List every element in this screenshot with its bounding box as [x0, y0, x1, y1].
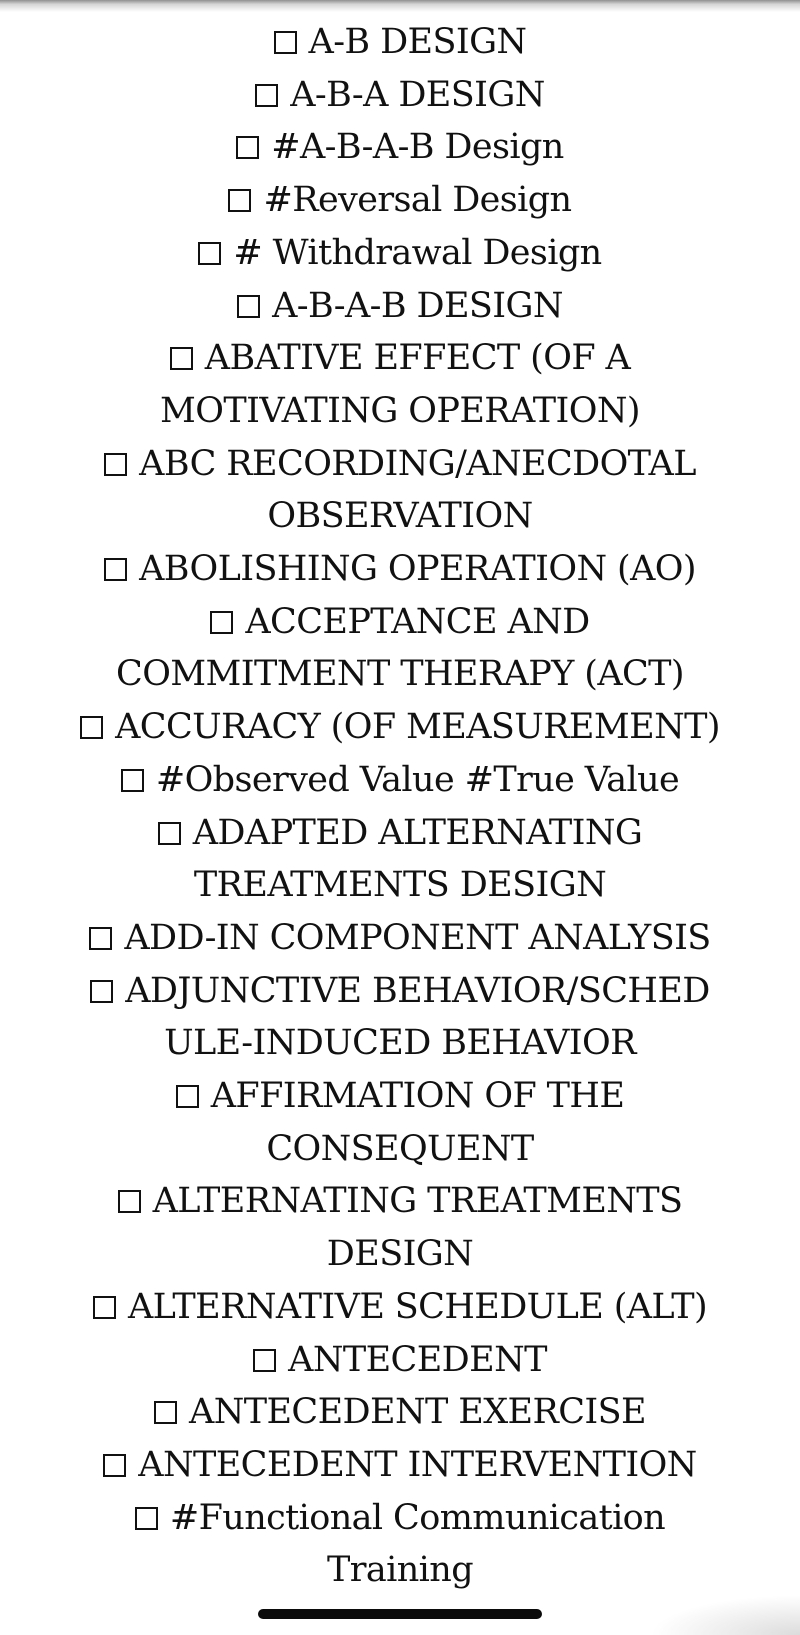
list-item [0, 438, 800, 543]
list-item [0, 227, 800, 280]
item-label: ACCURACY (OF MEASUREMENT) [115, 707, 720, 748]
item-label: ABOLISHING OPERATION (AO) [139, 549, 696, 590]
item-label: ANTECEDENT [288, 1339, 547, 1380]
checkbox[interactable] [228, 189, 251, 212]
item-label: ADD-IN COMPONENT ANALYSIS [124, 917, 711, 958]
list-item [0, 807, 800, 912]
home-indicator[interactable] [258, 1609, 542, 1619]
checkbox[interactable] [89, 927, 112, 950]
list-item [0, 1492, 800, 1597]
list-item [0, 912, 800, 965]
list-item [0, 965, 800, 1070]
list-item [0, 596, 800, 701]
checkbox[interactable] [236, 136, 259, 159]
item-label: ALTERNATIVE SCHEDULE (ALT) [127, 1286, 708, 1327]
checkbox[interactable] [210, 611, 233, 634]
term-checklist [0, 16, 800, 1597]
checkbox[interactable] [253, 1349, 276, 1372]
checkbox[interactable] [93, 1296, 116, 1319]
item-label: A-B-A-B DESIGN [272, 285, 563, 326]
item-label: ALTERNATING TREATMENTS DESIGN [152, 1181, 683, 1275]
checkbox[interactable] [80, 716, 103, 739]
item-label: #Observed Value #True Value [155, 759, 680, 800]
item-label: ANTECEDENT EXERCISE [189, 1392, 646, 1433]
checkbox[interactable] [90, 980, 113, 1003]
top-edge-shadow [0, 0, 800, 12]
list-item [0, 16, 800, 69]
list-item [0, 1175, 800, 1280]
item-label: ABATIVE EFFECT (OF A MOTIVATING OPERATION) [160, 338, 640, 431]
checkbox[interactable] [103, 1454, 126, 1477]
list-item [0, 543, 800, 596]
list-item [0, 1439, 800, 1492]
checkbox[interactable] [135, 1507, 158, 1530]
checkbox[interactable] [176, 1085, 199, 1108]
item-label: AFFIRMATION OF THE CONSEQUENT [210, 1076, 625, 1169]
checkbox[interactable] [104, 558, 127, 581]
checkbox[interactable] [198, 242, 221, 265]
checkbox[interactable] [237, 295, 260, 318]
list-item [0, 332, 800, 437]
item-label: A-B-A DESIGN [290, 74, 545, 115]
list-item [0, 754, 800, 807]
checkbox[interactable] [118, 1190, 141, 1213]
list-item [0, 1281, 800, 1334]
checkbox[interactable] [154, 1401, 177, 1424]
item-label: ADJUNCTIVE BEHAVIOR/SCHEDULE-INDUCED BEHAVIOR [125, 970, 710, 1064]
corner-shadow [650, 1595, 800, 1635]
checkbox[interactable] [170, 347, 193, 370]
checkbox[interactable] [158, 822, 181, 845]
item-label: A-B DESIGN [308, 22, 527, 62]
list-item [0, 1334, 800, 1387]
list-item [0, 280, 800, 333]
list-item [0, 701, 800, 754]
item-label: #A-B-A-B Design [271, 127, 564, 168]
item-label: #Reversal Design [263, 180, 572, 221]
list-item [0, 1070, 800, 1175]
list-item [0, 69, 800, 122]
checkbox[interactable] [255, 84, 278, 107]
item-label: ABC RECORDING/ANECDOTAL OBSERVATION [139, 443, 696, 537]
item-label: ACCEPTANCE AND COMMITMENT THERAPY (ACT) [116, 601, 684, 695]
item-label: # Withdrawal Design [233, 232, 602, 273]
checkbox[interactable] [104, 453, 127, 476]
checkbox[interactable] [274, 31, 297, 54]
item-label: ADAPTED ALTERNATING TREATMENTS DESIGN [192, 812, 643, 906]
list-item [0, 174, 800, 227]
item-label: ANTECEDENT INTERVENTION [138, 1444, 697, 1485]
item-label: #Functional Communication Training [169, 1497, 666, 1591]
list-item [0, 121, 800, 174]
checkbox[interactable] [121, 769, 144, 792]
list-item [0, 1386, 800, 1439]
